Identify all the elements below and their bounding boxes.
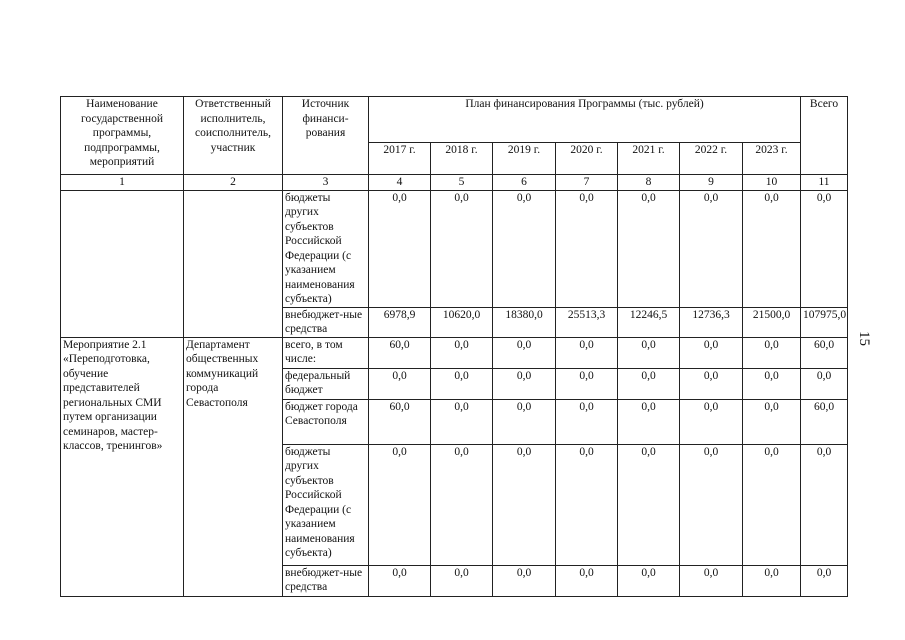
value-cell: 0,0 [618, 190, 680, 307]
value-cell: 0,0 [556, 444, 618, 565]
empty-responsible-cell [184, 190, 283, 337]
value-cell: 0,0 [680, 565, 743, 596]
value-cell: 0,0 [431, 565, 493, 596]
column-number: 2 [184, 175, 283, 191]
value-cell: 0,0 [801, 444, 848, 565]
value-cell: 107975,0 [801, 307, 848, 337]
value-cell: 0,0 [743, 190, 801, 307]
empty-name-cell [61, 190, 184, 337]
value-cell: 60,0 [369, 337, 431, 368]
measure-responsible: Департамент общественных коммуникаций города Севастополя [184, 337, 283, 596]
value-cell: 6978,9 [369, 307, 431, 337]
value-cell: 0,0 [743, 368, 801, 399]
value-cell: 0,0 [493, 368, 556, 399]
value-cell: 0,0 [431, 444, 493, 565]
measure-name: Мероприятие 2.1 «Переподготовка, обучение представителей региональных СМИ путем организации семинаров, мастер-классов, тренингов» [61, 337, 184, 596]
header-year: 2017 г. [369, 143, 431, 175]
value-cell: 0,0 [369, 565, 431, 596]
source-cell: федеральный бюджет [283, 368, 369, 399]
header-total: Всего [801, 97, 848, 175]
column-number-row [61, 175, 848, 191]
page-number: 15 [856, 331, 872, 346]
value-cell: 0,0 [680, 190, 743, 307]
header-plan-title: План финансирования Программы (тыс. рублей) [369, 97, 801, 143]
value-cell: 60,0 [369, 399, 431, 444]
value-cell: 0,0 [431, 368, 493, 399]
value-cell: 0,0 [680, 337, 743, 368]
value-cell: 0,0 [680, 444, 743, 565]
column-number: 1 [61, 175, 184, 191]
value-cell: 0,0 [618, 399, 680, 444]
value-cell: 0,0 [369, 190, 431, 307]
financing-table [60, 96, 848, 597]
header-year: 2018 г. [431, 143, 493, 175]
source-cell: всего, в том числе: [283, 337, 369, 368]
column-number: 3 [283, 175, 369, 191]
column-number: 7 [556, 175, 618, 191]
value-cell: 0,0 [493, 444, 556, 565]
value-cell: 0,0 [743, 565, 801, 596]
value-cell: 0,0 [743, 337, 801, 368]
value-cell: 0,0 [556, 399, 618, 444]
value-cell: 0,0 [743, 399, 801, 444]
value-cell: 21500,0 [743, 307, 801, 337]
header-year: 2022 г. [680, 143, 743, 175]
value-cell: 60,0 [801, 399, 848, 444]
value-cell: 60,0 [801, 337, 848, 368]
value-cell: 0,0 [493, 190, 556, 307]
value-cell: 25513,3 [556, 307, 618, 337]
table-row [61, 337, 848, 368]
value-cell: 0,0 [680, 368, 743, 399]
table-row [61, 190, 848, 307]
value-cell: 12246,5 [618, 307, 680, 337]
value-cell: 10620,0 [431, 307, 493, 337]
source-cell: бюджеты других субъектов Российской Федерации (с указанием наименования субъекта) [283, 444, 369, 565]
value-cell: 0,0 [556, 565, 618, 596]
header-year: 2019 г. [493, 143, 556, 175]
source-cell: внебюджет-ные средства [283, 565, 369, 596]
value-cell: 12736,3 [680, 307, 743, 337]
value-cell: 0,0 [431, 337, 493, 368]
column-number: 4 [369, 175, 431, 191]
header-year: 2020 г. [556, 143, 618, 175]
value-cell: 0,0 [801, 565, 848, 596]
value-cell: 0,0 [556, 368, 618, 399]
value-cell: 0,0 [618, 444, 680, 565]
column-number: 8 [618, 175, 680, 191]
value-cell: 0,0 [493, 565, 556, 596]
value-cell: 0,0 [556, 337, 618, 368]
value-cell: 0,0 [801, 190, 848, 307]
value-cell: 0,0 [801, 368, 848, 399]
value-cell: 0,0 [369, 444, 431, 565]
value-cell: 0,0 [618, 368, 680, 399]
value-cell: 0,0 [369, 368, 431, 399]
value-cell: 0,0 [618, 337, 680, 368]
value-cell: 0,0 [680, 399, 743, 444]
header-year: 2023 г. [743, 143, 801, 175]
column-number: 6 [493, 175, 556, 191]
column-number: 11 [801, 175, 848, 191]
value-cell: 0,0 [493, 337, 556, 368]
header-responsible: Ответственный исполнитель, соисполнитель, участник [184, 97, 283, 175]
value-cell: 0,0 [431, 399, 493, 444]
value-cell: 0,0 [493, 399, 556, 444]
column-number: 5 [431, 175, 493, 191]
header-source: Источник финанси-рования [283, 97, 369, 175]
value-cell: 0,0 [431, 190, 493, 307]
column-number: 9 [680, 175, 743, 191]
value-cell: 0,0 [556, 190, 618, 307]
source-cell: бюджеты других субъектов Российской Федерации (с указанием наименования субъекта) [283, 190, 369, 307]
value-cell: 18380,0 [493, 307, 556, 337]
value-cell: 0,0 [743, 444, 801, 565]
source-cell: внебюджет-ные средства [283, 307, 369, 337]
header-program-name: Наименование государственной программы, подпрограммы, мероприятий [61, 97, 184, 175]
column-number: 10 [743, 175, 801, 191]
source-cell: бюджет города Севастополя [283, 399, 369, 444]
header-year: 2021 г. [618, 143, 680, 175]
value-cell: 0,0 [618, 565, 680, 596]
